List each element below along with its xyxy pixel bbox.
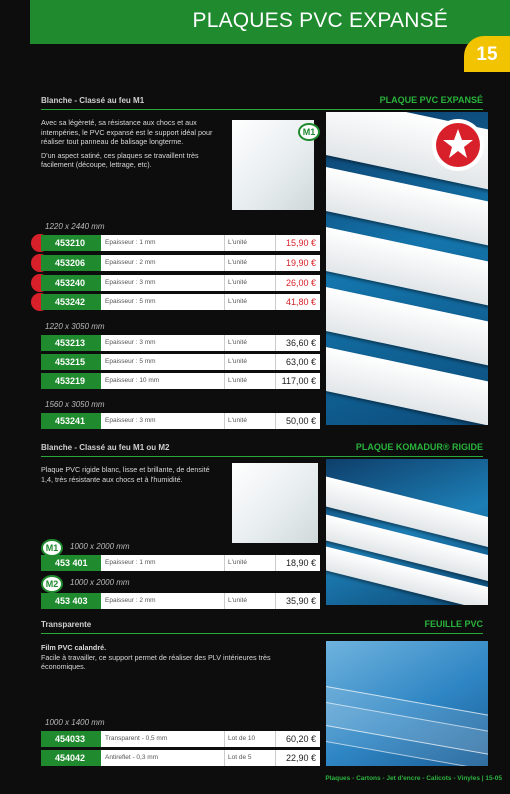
- product-row[interactable]: [41, 255, 320, 271]
- product-ref: 454042: [41, 750, 101, 766]
- section-title: PLAQUE KOMADUR® RIGIDE: [355, 442, 483, 452]
- section-label: Blanche - Classé au feu M1: [41, 96, 145, 105]
- size-label: 1560 x 3050 mm: [45, 400, 105, 409]
- size-label: 1220 x 2440 mm: [45, 222, 105, 231]
- product-unit: L'unité: [224, 235, 247, 251]
- product-row[interactable]: [41, 275, 320, 291]
- product-ref: 453210: [41, 235, 101, 251]
- product-spec: Epaisseur : 1 mm: [105, 559, 156, 566]
- section-header-pvc-expanse: [41, 96, 483, 110]
- product-spec: Epaisseur : 3 mm: [105, 339, 156, 346]
- product-spec: Epaisseur : 5 mm: [105, 298, 156, 305]
- product-row[interactable]: [41, 354, 320, 370]
- m1-fire-rating-badge: M1: [41, 539, 63, 557]
- product-row[interactable]: [41, 731, 320, 747]
- product-row[interactable]: [41, 593, 320, 609]
- size-label: 1000 x 2000 mm: [70, 542, 130, 551]
- product-spec: Epaisseur : 5 mm: [105, 358, 156, 365]
- product-ref: 453213: [41, 335, 101, 351]
- product-price: 63,00 €: [275, 354, 320, 370]
- product-unit: L'unité: [224, 275, 247, 291]
- size-label: 1000 x 1400 mm: [45, 718, 105, 727]
- product-ref: 453 403: [41, 593, 101, 609]
- product-spec: Epaisseur : 1 mm: [105, 239, 156, 246]
- page-number-badge: 15: [464, 36, 510, 72]
- product-unit: L'unité: [224, 373, 247, 389]
- product-unit: Lot de 5: [224, 750, 252, 766]
- product-price: 36,60 €: [275, 335, 320, 351]
- komadur-sheets-image: [326, 459, 488, 605]
- product-spec: Epaisseur : 3 mm: [105, 279, 156, 286]
- section-title: PLAQUE PVC EXPANSÉ: [379, 95, 483, 105]
- brand-star-logo: [432, 119, 484, 171]
- product-price: 15,90 €: [275, 235, 320, 251]
- product-ref: 453240: [41, 275, 101, 291]
- product-unit: L'unité: [224, 294, 247, 310]
- size-label: 1220 x 3050 mm: [45, 322, 105, 331]
- product-row[interactable]: [41, 750, 320, 766]
- product-ref: 453241: [41, 413, 101, 429]
- star-icon: [441, 127, 475, 161]
- product-spec: Epaisseur : 2 mm: [105, 597, 156, 604]
- product-ref: 453219: [41, 373, 101, 389]
- product-row[interactable]: [41, 294, 320, 310]
- product-ref: 453242: [41, 294, 101, 310]
- product-ref: 453215: [41, 354, 101, 370]
- product-ref: 453 401: [41, 555, 101, 571]
- product-spec: Transparent - 0,5 mm: [105, 735, 168, 742]
- product-row[interactable]: [41, 373, 320, 389]
- product-row[interactable]: [41, 555, 320, 571]
- product-row[interactable]: [41, 413, 320, 429]
- product-unit: L'unité: [224, 354, 247, 370]
- transparent-sheets-image: [326, 641, 488, 766]
- m1-fire-rating-badge: M1: [298, 123, 320, 141]
- section-header-feuille-pvc: [41, 620, 483, 634]
- product-ref: 454033: [41, 731, 101, 747]
- product-price: 26,00 €: [275, 275, 320, 291]
- m2-fire-rating-badge: M2: [41, 575, 63, 593]
- product-price: 22,90 €: [275, 750, 320, 766]
- product-price: 117,00 €: [275, 373, 320, 389]
- section-label: Blanche - Classé au feu M1 ou M2: [41, 443, 170, 452]
- product-row[interactable]: [41, 335, 320, 351]
- product-spec: Epaisseur : 10 mm: [105, 377, 160, 384]
- product-description: Avec sa légèreté, sa résistance aux chocs et aux intempéries, le PVC expansé est le support idéal pour réaliser tout panneau de balisage longterme. D'un aspect satiné, ces plaques se travaillent très facilement (découpe, lettrage, etc).: [41, 118, 213, 169]
- page-title: PLAQUES PVC EXPANSÉ: [192, 9, 448, 32]
- product-unit: L'unité: [224, 555, 247, 571]
- product-photo-komadur: [232, 463, 318, 543]
- product-price: 50,00 €: [275, 413, 320, 429]
- product-spec: Epaisseur : 2 mm: [105, 259, 156, 266]
- product-price: 18,90 €: [275, 555, 320, 571]
- product-price: 19,90 €: [275, 255, 320, 271]
- product-ref: 453206: [41, 255, 101, 271]
- section-header-komadur: [41, 443, 483, 457]
- page-footer: Plaques - Cartons - Jet d'encre - Calicots - Vinyles | 15-05: [325, 775, 502, 782]
- product-unit: L'unité: [224, 255, 247, 271]
- product-spec: Epaisseur : 3 mm: [105, 417, 156, 424]
- product-unit: L'unité: [224, 413, 247, 429]
- product-spec: Antireflet - 0,3 mm: [105, 754, 159, 761]
- product-unit: L'unité: [224, 335, 247, 351]
- page-header: [30, 0, 510, 44]
- product-price: 60,20 €: [275, 731, 320, 747]
- product-price: 41,80 €: [275, 294, 320, 310]
- product-row[interactable]: [41, 235, 320, 251]
- product-unit: L'unité: [224, 593, 247, 609]
- product-description: Plaque PVC rigide blanc, lisse et brillante, de densité 1,4, très résistante aux chocs et à l'humidité.: [41, 465, 210, 484]
- product-description: Film PVC calandré. Facile à travailler, ce support permet de réaliser des PLV intérieures très économiques.: [41, 643, 271, 671]
- section-title: FEUILLE PVC: [424, 619, 483, 629]
- product-price: 35,90 €: [275, 593, 320, 609]
- section-label: Transparente: [41, 620, 92, 629]
- product-unit: Lot de 10: [224, 731, 255, 747]
- size-label: 1000 x 2000 mm: [70, 578, 130, 587]
